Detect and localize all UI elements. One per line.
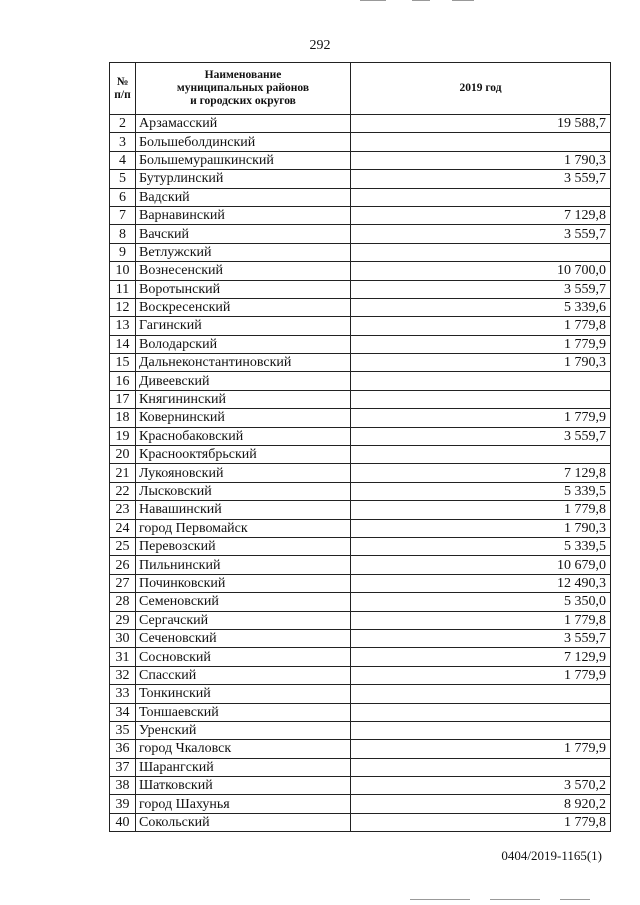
row-value-cell: 5 339,5 <box>351 537 611 555</box>
table-row <box>110 482 611 500</box>
table-row <box>110 115 611 133</box>
row-value-cell: 3 559,7 <box>351 629 611 647</box>
row-number-cell: 32 <box>110 666 136 684</box>
row-number-cell: 31 <box>110 648 136 666</box>
table-row <box>110 335 611 353</box>
row-number-cell: 13 <box>110 317 136 335</box>
table-body <box>110 115 611 832</box>
row-value-cell: 10 700,0 <box>351 262 611 280</box>
row-value-cell <box>351 758 611 776</box>
row-number-cell: 29 <box>110 611 136 629</box>
row-value-cell <box>351 446 611 464</box>
header-name <box>136 63 351 115</box>
row-name-cell: Сокольский <box>136 813 351 831</box>
row-name-cell: Лукояновский <box>136 464 351 482</box>
row-name-cell: Пильнинский <box>136 556 351 574</box>
table-row <box>110 464 611 482</box>
row-name-cell: город Чкаловск <box>136 740 351 758</box>
row-value-cell: 1 790,3 <box>351 151 611 169</box>
row-name-cell: город Шахунья <box>136 795 351 813</box>
row-value-cell: 3 559,7 <box>351 170 611 188</box>
row-number-cell: 11 <box>110 280 136 298</box>
header-name-line-2: муниципальных районов <box>176 82 310 94</box>
row-number-cell: 26 <box>110 556 136 574</box>
header-year: 2019 год <box>351 63 611 115</box>
header-name-line-3: и городских округов <box>190 95 296 107</box>
row-number-cell: 18 <box>110 409 136 427</box>
row-name-cell: Володарский <box>136 335 351 353</box>
row-value-cell: 5 350,0 <box>351 593 611 611</box>
row-name-cell: Сосновский <box>136 648 351 666</box>
row-name-cell: Воскресенский <box>136 298 351 316</box>
row-number-cell: 20 <box>110 446 136 464</box>
row-name-cell: Дальнеконстантиновский <box>136 354 351 372</box>
row-name-cell: Большеболдинский <box>136 133 351 151</box>
header-number <box>110 63 136 115</box>
row-number-cell: 12 <box>110 298 136 316</box>
row-number-cell: 39 <box>110 795 136 813</box>
row-name-cell: Вачский <box>136 225 351 243</box>
table-row <box>110 556 611 574</box>
row-number-cell: 38 <box>110 777 136 795</box>
municipal-table <box>109 62 611 832</box>
row-value-cell <box>351 703 611 721</box>
row-name-cell: Княгининский <box>136 390 351 408</box>
row-name-cell: Уренский <box>136 721 351 739</box>
header-number-line-1: № <box>116 75 129 88</box>
row-name-cell: Варнавинский <box>136 206 351 224</box>
row-value-cell: 7 129,8 <box>351 464 611 482</box>
row-name-cell: Сеченовский <box>136 629 351 647</box>
row-value-cell: 1 779,8 <box>351 813 611 831</box>
row-name-cell: Лысковский <box>136 482 351 500</box>
row-value-cell: 1 779,9 <box>351 740 611 758</box>
table-row <box>110 262 611 280</box>
table-row <box>110 151 611 169</box>
row-name-cell: Сергачский <box>136 611 351 629</box>
row-name-cell: Ветлужский <box>136 243 351 261</box>
table-row <box>110 703 611 721</box>
row-number-cell: 15 <box>110 354 136 372</box>
header-name-line-1: Наименование <box>204 69 282 81</box>
row-number-cell: 37 <box>110 758 136 776</box>
row-name-cell: Починковский <box>136 574 351 592</box>
row-number-cell: 23 <box>110 501 136 519</box>
row-number-cell: 16 <box>110 372 136 390</box>
row-name-cell: Вадский <box>136 188 351 206</box>
document-code: 0404/2019-1165(1) <box>501 848 602 863</box>
row-name-cell: Ковернинский <box>136 409 351 427</box>
row-name-cell: город Первомайск <box>136 519 351 537</box>
row-name-cell: Воротынский <box>136 280 351 298</box>
row-number-cell: 3 <box>110 133 136 151</box>
row-number-cell: 33 <box>110 685 136 703</box>
row-name-cell: Бутурлинский <box>136 170 351 188</box>
row-name-cell: Арзамасский <box>136 115 351 133</box>
table-row <box>110 685 611 703</box>
table-row <box>110 740 611 758</box>
row-number-cell: 34 <box>110 703 136 721</box>
row-value-cell <box>351 372 611 390</box>
row-number-cell: 4 <box>110 151 136 169</box>
row-number-cell: 7 <box>110 206 136 224</box>
table-row <box>110 409 611 427</box>
row-number-cell: 25 <box>110 537 136 555</box>
row-name-cell: Тонкинский <box>136 685 351 703</box>
row-value-cell: 1 779,8 <box>351 501 611 519</box>
row-number-cell: 6 <box>110 188 136 206</box>
row-value-cell <box>351 390 611 408</box>
row-value-cell: 8 920,2 <box>351 795 611 813</box>
row-name-cell: Вознесенский <box>136 262 351 280</box>
table-row <box>110 188 611 206</box>
row-name-cell: Краснобаковский <box>136 427 351 445</box>
row-value-cell: 1 790,3 <box>351 519 611 537</box>
row-number-cell: 36 <box>110 740 136 758</box>
table-row <box>110 170 611 188</box>
row-value-cell: 10 679,0 <box>351 556 611 574</box>
row-number-cell: 2 <box>110 115 136 133</box>
table-row <box>110 501 611 519</box>
row-number-cell: 30 <box>110 629 136 647</box>
row-number-cell: 22 <box>110 482 136 500</box>
top-scan-marks <box>360 0 480 2</box>
row-number-cell: 17 <box>110 390 136 408</box>
table-row <box>110 206 611 224</box>
table-row <box>110 519 611 537</box>
table-row <box>110 243 611 261</box>
row-value-cell: 5 339,5 <box>351 482 611 500</box>
row-name-cell: Краснооктябрьский <box>136 446 351 464</box>
row-value-cell: 1 779,9 <box>351 666 611 684</box>
row-name-cell: Большемурашкинский <box>136 151 351 169</box>
table-header-row <box>110 63 611 115</box>
table-row <box>110 648 611 666</box>
row-value-cell: 3 559,7 <box>351 427 611 445</box>
table-row <box>110 611 611 629</box>
row-number-cell: 24 <box>110 519 136 537</box>
table-row <box>110 574 611 592</box>
table-row <box>110 298 611 316</box>
table-row <box>110 372 611 390</box>
row-value-cell: 3 559,7 <box>351 280 611 298</box>
row-name-cell: Шарангский <box>136 758 351 776</box>
row-number-cell: 10 <box>110 262 136 280</box>
row-value-cell: 3 570,2 <box>351 777 611 795</box>
row-number-cell: 35 <box>110 721 136 739</box>
row-name-cell: Спасский <box>136 666 351 684</box>
table-row <box>110 390 611 408</box>
row-name-cell: Тоншаевский <box>136 703 351 721</box>
table-row <box>110 795 611 813</box>
row-value-cell: 5 339,6 <box>351 298 611 316</box>
row-value-cell: 7 129,9 <box>351 648 611 666</box>
table-row <box>110 225 611 243</box>
table-row <box>110 537 611 555</box>
row-number-cell: 40 <box>110 813 136 831</box>
row-name-cell: Навашинский <box>136 501 351 519</box>
row-number-cell: 21 <box>110 464 136 482</box>
page-number: 292 <box>309 38 331 53</box>
row-value-cell: 1 779,8 <box>351 317 611 335</box>
row-value-cell <box>351 685 611 703</box>
table-row <box>110 758 611 776</box>
row-number-cell: 19 <box>110 427 136 445</box>
row-value-cell: 1 790,3 <box>351 354 611 372</box>
row-value-cell: 12 490,3 <box>351 574 611 592</box>
row-number-cell: 5 <box>110 170 136 188</box>
row-name-cell: Семеновский <box>136 593 351 611</box>
row-value-cell <box>351 243 611 261</box>
row-value-cell: 1 779,8 <box>351 611 611 629</box>
row-value-cell: 7 129,8 <box>351 206 611 224</box>
row-value-cell <box>351 188 611 206</box>
row-name-cell: Гагинский <box>136 317 351 335</box>
bottom-scan-marks <box>410 899 600 901</box>
row-number-cell: 27 <box>110 574 136 592</box>
table-row <box>110 280 611 298</box>
row-value-cell <box>351 133 611 151</box>
table-row <box>110 354 611 372</box>
row-number-cell: 8 <box>110 225 136 243</box>
row-name-cell: Шатковский <box>136 777 351 795</box>
row-value-cell: 3 559,7 <box>351 225 611 243</box>
row-number-cell: 14 <box>110 335 136 353</box>
table-row <box>110 813 611 831</box>
row-number-cell: 9 <box>110 243 136 261</box>
row-value-cell <box>351 721 611 739</box>
table-row <box>110 593 611 611</box>
table-row <box>110 777 611 795</box>
table-row <box>110 629 611 647</box>
table-row <box>110 427 611 445</box>
row-value-cell: 1 779,9 <box>351 335 611 353</box>
table-row <box>110 446 611 464</box>
table-row <box>110 317 611 335</box>
header-number-line-2: п/п <box>114 88 131 101</box>
row-value-cell: 1 779,9 <box>351 409 611 427</box>
row-value-cell: 19 588,7 <box>351 115 611 133</box>
table-row <box>110 133 611 151</box>
row-number-cell: 28 <box>110 593 136 611</box>
table-row <box>110 721 611 739</box>
row-name-cell: Дивеевский <box>136 372 351 390</box>
row-name-cell: Перевозский <box>136 537 351 555</box>
table-row <box>110 666 611 684</box>
